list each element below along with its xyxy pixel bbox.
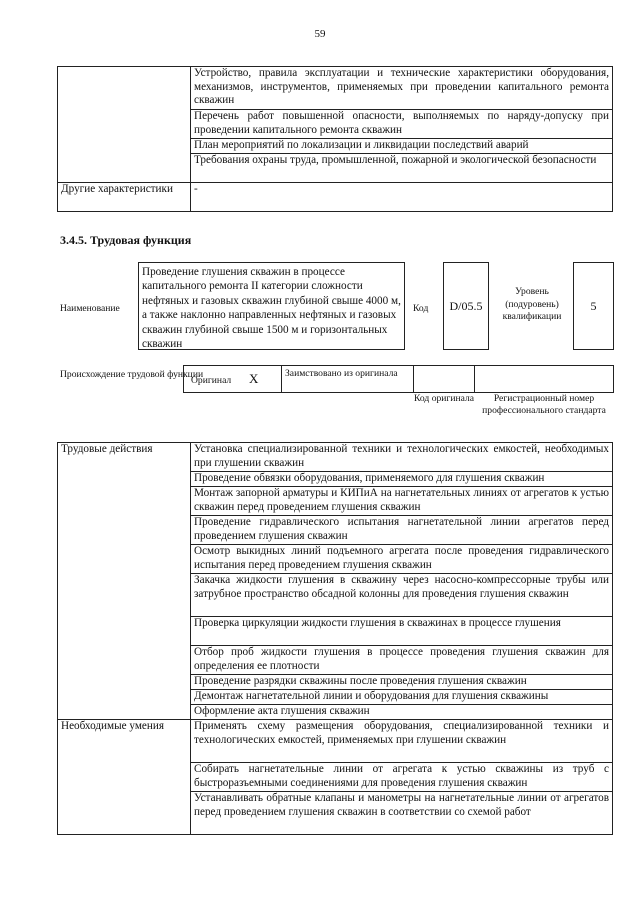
page-number: 59: [314, 28, 326, 40]
skill-item: Собирать нагнетательные линии от агрегата к устью скважины из труб с быстроразъемными соединениями для проведения глушения скважин: [191, 763, 613, 792]
labor-action-item: Установка специализированной техники и технологических емкостей, необходимых при глушении скважин: [191, 443, 613, 472]
qualification-level-box: 5: [573, 262, 614, 350]
borrowed-cell: Заимствовано из оригинала: [281, 365, 414, 393]
qualification-level-label: Уровень (подуровень) квалификации: [502, 286, 562, 322]
origin-label: Происхождение трудовой функции: [60, 369, 204, 380]
registration-number-caption: Регистрационный номер профессионального стандарта: [482, 393, 606, 416]
original-code-caption: Код оригинала: [413, 393, 475, 404]
knowledge-continuation-table: [57, 66, 613, 212]
labor-action-item: Отбор проб жидкости глушения в процессе проведения глушения скважин для определения ее плотности: [191, 646, 613, 675]
function-name-box: Проведение глушения скважин в процессе капитального ремонта II категории сложности нефтяных и газовых скважин глубиной свыше 4000 м, а также наклонно направленных нефтяных и газовых скважин глубиной свыше 1500 м и горизонтальных скважин: [138, 262, 405, 350]
name-label: Наименование: [60, 303, 120, 314]
knowledge-item: Перечень работ повышенной опасности, выполняемых по наряду-допуску при проведении капитального ремонта скважин: [191, 110, 613, 139]
labor-actions-label: Трудовые действия: [58, 443, 191, 720]
registration-number-cell: [474, 365, 614, 393]
knowledge-item: План мероприятий по локализации и ликвидации последствий аварий: [191, 139, 613, 154]
labor-action-item: Проведение гидравлического испытания нагнетательной линии агрегатов перед проведением глушения скважин: [191, 516, 613, 545]
labor-action-item: Проведение обвязки оборудования, применяемого для глушения скважин: [191, 472, 613, 487]
origin-row: [183, 365, 614, 393]
section-heading: 3.4.5. Трудовая функция: [60, 233, 192, 247]
knowledge-item: Устройство, правила эксплуатации и технические характеристики оборудования, механизмов, инструментов, применяемых при проведении капитального ремонта скважин: [191, 67, 613, 110]
original-label: Оригинал: [191, 375, 232, 386]
other-characteristics-label: Другие характеристики: [58, 183, 191, 212]
empty-label-cell: [58, 67, 191, 183]
original-cell: [183, 365, 282, 393]
actions-skills-table: [57, 442, 613, 835]
labor-action-item: Демонтаж нагнетательной линии и оборудования для глушения скважины: [191, 690, 613, 705]
labor-action-item: Проведение разрядки скважины после проведения глушения скважин: [191, 675, 613, 690]
other-characteristics-value: -: [191, 183, 613, 212]
required-skills-label: Необходимые умения: [58, 720, 191, 835]
labor-action-item: Закачка жидкости глушения в скважину через насосно-компрессорные трубы или затрубное пространство обсадной колонны для проведения глушения скважин: [191, 574, 613, 617]
function-code-box: D/05.5: [443, 262, 489, 350]
original-code-cell: [413, 365, 475, 393]
code-label: Код: [413, 303, 429, 314]
labor-action-item: Оформление акта глушения скважин: [191, 705, 613, 720]
skill-item: Применять схему размещения оборудования, специализированной техники и технологических емкостей, применяемых при глушении скважин: [191, 720, 613, 763]
knowledge-item: Требования охраны труда, промышленной, пожарной и экологической безопасности: [191, 154, 613, 183]
labor-action-item: Проверка циркуляции жидкости глушения в скважинах в процессе глушения: [191, 617, 613, 646]
original-mark: X: [249, 371, 259, 386]
skill-item: Устанавливать обратные клапаны и манометры на нагнетательные линии от агрегатов перед проведением глушения скважин в соответствии со схемой работ: [191, 792, 613, 835]
labor-action-item: Осмотр выкидных линий подъемного агрегата после проведения гидравлического испытания перед проведением глушения скважин: [191, 545, 613, 574]
labor-action-item: Монтаж запорной арматуры и КИПиА на нагнетательных линиях от агрегатов к устью скважин перед проведением глушения скважин: [191, 487, 613, 516]
